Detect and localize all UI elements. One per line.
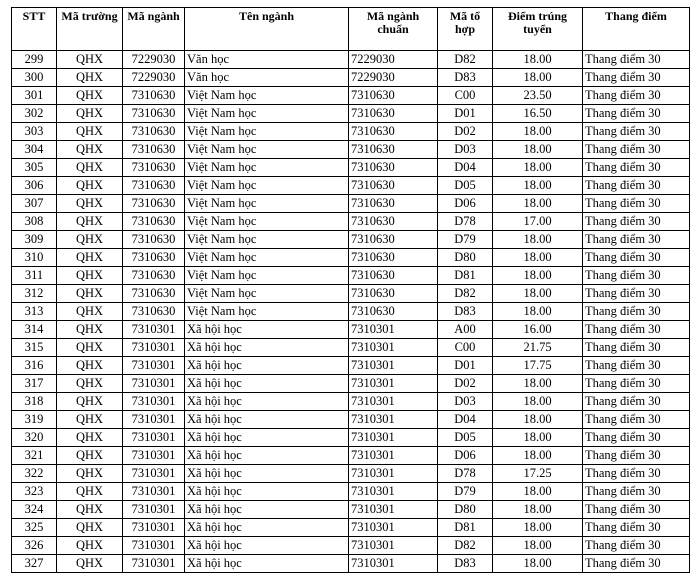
cell-ma-nganh-chuan: 7310301 [349, 555, 438, 573]
header-ma-truong: Mã trường [57, 8, 123, 51]
cell-thang-diem: Thang điểm 30 [583, 231, 690, 249]
cell-ma-truong: QHX [57, 51, 123, 69]
cell-diem-trung-tuyen: 18.00 [493, 123, 583, 141]
table-row [12, 483, 690, 501]
cell-ma-truong: QHX [57, 141, 123, 159]
cell-ma-nganh: 7310301 [123, 375, 185, 393]
cell-ma-nganh-chuan: 7310301 [349, 321, 438, 339]
cell-diem-trung-tuyen: 17.25 [493, 465, 583, 483]
header-ma-nganh-chuan: Mã ngành chuẩn [349, 8, 438, 51]
cell-diem-trung-tuyen: 18.00 [493, 285, 583, 303]
cell-stt: 309 [12, 231, 57, 249]
table-row [12, 339, 690, 357]
cell-stt: 319 [12, 411, 57, 429]
cell-ma-to-hop: D79 [438, 231, 493, 249]
cell-diem-trung-tuyen: 18.00 [493, 393, 583, 411]
cell-ten-nganh: Xã hội học [185, 411, 349, 429]
cell-stt: 324 [12, 501, 57, 519]
table-row [12, 393, 690, 411]
cell-thang-diem: Thang điểm 30 [583, 303, 690, 321]
cell-stt: 299 [12, 51, 57, 69]
cell-ma-to-hop: D02 [438, 375, 493, 393]
cell-ma-nganh-chuan: 7310630 [349, 123, 438, 141]
cell-ma-truong: QHX [57, 501, 123, 519]
cell-ma-to-hop: D78 [438, 465, 493, 483]
cell-diem-trung-tuyen: 18.00 [493, 177, 583, 195]
table-row [12, 231, 690, 249]
header-ma-nganh: Mã ngành [123, 8, 185, 51]
table-row [12, 69, 690, 87]
cell-ten-nganh: Xã hội học [185, 465, 349, 483]
cell-thang-diem: Thang điểm 30 [583, 393, 690, 411]
table-body [12, 51, 690, 573]
table-row [12, 555, 690, 573]
cell-ma-nganh-chuan: 7310301 [349, 411, 438, 429]
cell-ma-nganh-chuan: 7310630 [349, 195, 438, 213]
cell-stt: 322 [12, 465, 57, 483]
cell-ma-truong: QHX [57, 195, 123, 213]
cell-stt: 307 [12, 195, 57, 213]
cell-ma-truong: QHX [57, 483, 123, 501]
cell-stt: 302 [12, 105, 57, 123]
cell-ten-nganh: Xã hội học [185, 483, 349, 501]
cell-ma-truong: QHX [57, 519, 123, 537]
cell-ten-nganh: Văn học [185, 51, 349, 69]
cell-ma-to-hop: D82 [438, 285, 493, 303]
cell-stt: 320 [12, 429, 57, 447]
cell-diem-trung-tuyen: 18.00 [493, 447, 583, 465]
cell-ma-to-hop: D83 [438, 69, 493, 87]
cell-ma-nganh: 7310301 [123, 537, 185, 555]
cell-stt: 315 [12, 339, 57, 357]
cell-thang-diem: Thang điểm 30 [583, 285, 690, 303]
cell-diem-trung-tuyen: 18.00 [493, 51, 583, 69]
cell-stt: 323 [12, 483, 57, 501]
cell-stt: 304 [12, 141, 57, 159]
cell-ten-nganh: Văn học [185, 69, 349, 87]
cell-stt: 305 [12, 159, 57, 177]
cell-stt: 317 [12, 375, 57, 393]
cell-thang-diem: Thang điểm 30 [583, 321, 690, 339]
cell-ma-nganh: 7310301 [123, 357, 185, 375]
cell-thang-diem: Thang điểm 30 [583, 195, 690, 213]
cell-diem-trung-tuyen: 18.00 [493, 537, 583, 555]
cell-ma-to-hop: D81 [438, 519, 493, 537]
header-ten-nganh: Tên ngành [185, 8, 349, 51]
cell-ma-truong: QHX [57, 123, 123, 141]
table-row [12, 447, 690, 465]
cell-stt: 316 [12, 357, 57, 375]
cell-ten-nganh: Xã hội học [185, 357, 349, 375]
table-row [12, 375, 690, 393]
cell-ma-nganh-chuan: 7310630 [349, 159, 438, 177]
cell-ma-truong: QHX [57, 231, 123, 249]
cell-ma-nganh: 7310630 [123, 231, 185, 249]
header-thang-diem: Thang điểm [583, 8, 690, 51]
cell-ten-nganh: Việt Nam học [185, 303, 349, 321]
cell-ma-nganh-chuan: 7310301 [349, 483, 438, 501]
cell-ma-nganh-chuan: 7310301 [349, 393, 438, 411]
cell-diem-trung-tuyen: 18.00 [493, 231, 583, 249]
cell-ten-nganh: Xã hội học [185, 519, 349, 537]
cell-stt: 300 [12, 69, 57, 87]
cell-ten-nganh: Việt Nam học [185, 123, 349, 141]
cell-thang-diem: Thang điểm 30 [583, 357, 690, 375]
cell-ma-to-hop: D05 [438, 429, 493, 447]
cell-thang-diem: Thang điểm 30 [583, 339, 690, 357]
cell-thang-diem: Thang điểm 30 [583, 519, 690, 537]
cell-stt: 313 [12, 303, 57, 321]
cell-ma-to-hop: D83 [438, 555, 493, 573]
cell-ten-nganh: Việt Nam học [185, 267, 349, 285]
cell-thang-diem: Thang điểm 30 [583, 105, 690, 123]
cell-ma-to-hop: D82 [438, 537, 493, 555]
table-row [12, 105, 690, 123]
cell-ma-to-hop: D78 [438, 213, 493, 231]
cell-diem-trung-tuyen: 18.00 [493, 519, 583, 537]
cell-ten-nganh: Xã hội học [185, 555, 349, 573]
cell-thang-diem: Thang điểm 30 [583, 141, 690, 159]
cell-thang-diem: Thang điểm 30 [583, 411, 690, 429]
cell-ten-nganh: Việt Nam học [185, 159, 349, 177]
cell-ma-to-hop: D04 [438, 159, 493, 177]
table-row [12, 213, 690, 231]
cell-stt: 311 [12, 267, 57, 285]
cell-diem-trung-tuyen: 18.00 [493, 249, 583, 267]
header-stt: STT [12, 8, 57, 51]
cell-ma-nganh-chuan: 7310630 [349, 141, 438, 159]
cell-ma-nganh: 7310630 [123, 177, 185, 195]
cell-ma-nganh-chuan: 7310630 [349, 285, 438, 303]
cell-ma-truong: QHX [57, 105, 123, 123]
cell-ma-nganh-chuan: 7310301 [349, 357, 438, 375]
cell-ma-nganh: 7310630 [123, 159, 185, 177]
cell-thang-diem: Thang điểm 30 [583, 555, 690, 573]
cell-ma-nganh-chuan: 7310301 [349, 537, 438, 555]
cell-ten-nganh: Việt Nam học [185, 105, 349, 123]
cell-ma-nganh: 7310301 [123, 501, 185, 519]
cell-ten-nganh: Xã hội học [185, 375, 349, 393]
table-row [12, 357, 690, 375]
cell-ma-nganh: 7310630 [123, 267, 185, 285]
cell-ma-truong: QHX [57, 393, 123, 411]
cell-ma-to-hop: D03 [438, 393, 493, 411]
cell-thang-diem: Thang điểm 30 [583, 375, 690, 393]
cell-ma-nganh-chuan: 7310301 [349, 519, 438, 537]
cell-ma-nganh: 7310301 [123, 483, 185, 501]
cell-ma-nganh: 7229030 [123, 51, 185, 69]
cell-ma-to-hop: D79 [438, 483, 493, 501]
cell-ma-nganh: 7310630 [123, 213, 185, 231]
cell-ma-truong: QHX [57, 537, 123, 555]
cell-stt: 325 [12, 519, 57, 537]
header-ma-to-hop: Mã tổ hợp [438, 8, 493, 51]
cell-ma-to-hop: C00 [438, 339, 493, 357]
cell-stt: 321 [12, 447, 57, 465]
cell-thang-diem: Thang điểm 30 [583, 87, 690, 105]
cell-thang-diem: Thang điểm 30 [583, 267, 690, 285]
cell-ma-nganh-chuan: 7310630 [349, 231, 438, 249]
cell-diem-trung-tuyen: 16.50 [493, 105, 583, 123]
table-row [12, 501, 690, 519]
cell-ten-nganh: Việt Nam học [185, 87, 349, 105]
table-row [12, 519, 690, 537]
cell-ma-nganh-chuan: 7310630 [349, 213, 438, 231]
cell-diem-trung-tuyen: 16.00 [493, 321, 583, 339]
cell-ten-nganh: Xã hội học [185, 321, 349, 339]
cell-ma-truong: QHX [57, 69, 123, 87]
header-diem-trung-tuyen: Điểm trúng tuyển [493, 8, 583, 51]
table-row [12, 51, 690, 69]
cell-diem-trung-tuyen: 18.00 [493, 159, 583, 177]
cell-ma-nganh-chuan: 7310301 [349, 375, 438, 393]
cell-ma-to-hop: D01 [438, 105, 493, 123]
cell-ma-nganh: 7310301 [123, 429, 185, 447]
cell-ma-nganh: 7310630 [123, 303, 185, 321]
table-row [12, 411, 690, 429]
table-row [12, 267, 690, 285]
cell-ma-truong: QHX [57, 87, 123, 105]
cell-ma-to-hop: D02 [438, 123, 493, 141]
cell-diem-trung-tuyen: 18.00 [493, 195, 583, 213]
header-row [12, 8, 690, 51]
cell-ma-nganh-chuan: 7310630 [349, 249, 438, 267]
cell-stt: 310 [12, 249, 57, 267]
cell-thang-diem: Thang điểm 30 [583, 429, 690, 447]
cell-diem-trung-tuyen: 17.75 [493, 357, 583, 375]
cell-thang-diem: Thang điểm 30 [583, 213, 690, 231]
cell-stt: 327 [12, 555, 57, 573]
table-row [12, 195, 690, 213]
admission-scores-document [11, 7, 690, 573]
cell-ma-nganh: 7310301 [123, 393, 185, 411]
table-row [12, 285, 690, 303]
cell-ten-nganh: Xã hội học [185, 393, 349, 411]
cell-ma-nganh-chuan: 7310630 [349, 303, 438, 321]
cell-ma-to-hop: D83 [438, 303, 493, 321]
cell-ma-nganh: 7310301 [123, 555, 185, 573]
cell-diem-trung-tuyen: 18.00 [493, 429, 583, 447]
cell-ma-truong: QHX [57, 465, 123, 483]
table-row [12, 537, 690, 555]
table-row [12, 159, 690, 177]
cell-diem-trung-tuyen: 18.00 [493, 375, 583, 393]
table-row [12, 303, 690, 321]
cell-thang-diem: Thang điểm 30 [583, 249, 690, 267]
cell-ma-truong: QHX [57, 555, 123, 573]
cell-thang-diem: Thang điểm 30 [583, 69, 690, 87]
cell-diem-trung-tuyen: 21.75 [493, 339, 583, 357]
cell-diem-trung-tuyen: 18.00 [493, 267, 583, 285]
cell-ma-truong: QHX [57, 321, 123, 339]
cell-stt: 308 [12, 213, 57, 231]
cell-ten-nganh: Việt Nam học [185, 285, 349, 303]
cell-ma-nganh: 7310630 [123, 195, 185, 213]
cell-ma-nganh: 7310301 [123, 465, 185, 483]
cell-diem-trung-tuyen: 23.50 [493, 87, 583, 105]
cell-diem-trung-tuyen: 17.00 [493, 213, 583, 231]
cell-ten-nganh: Xã hội học [185, 339, 349, 357]
cell-ten-nganh: Xã hội học [185, 501, 349, 519]
cell-ma-truong: QHX [57, 159, 123, 177]
cell-ma-nganh: 7310630 [123, 105, 185, 123]
cell-ma-truong: QHX [57, 375, 123, 393]
cell-ma-nganh: 7310301 [123, 321, 185, 339]
cell-ten-nganh: Việt Nam học [185, 141, 349, 159]
cell-thang-diem: Thang điểm 30 [583, 537, 690, 555]
cell-ma-nganh: 7310630 [123, 249, 185, 267]
cell-diem-trung-tuyen: 18.00 [493, 141, 583, 159]
cell-stt: 306 [12, 177, 57, 195]
cell-ma-to-hop: D04 [438, 411, 493, 429]
cell-stt: 326 [12, 537, 57, 555]
cell-ma-truong: QHX [57, 177, 123, 195]
cell-thang-diem: Thang điểm 30 [583, 465, 690, 483]
table-row [12, 465, 690, 483]
cell-ma-nganh: 7310301 [123, 447, 185, 465]
cell-diem-trung-tuyen: 18.00 [493, 411, 583, 429]
cell-thang-diem: Thang điểm 30 [583, 177, 690, 195]
cell-diem-trung-tuyen: 18.00 [493, 69, 583, 87]
cell-ma-to-hop: D80 [438, 501, 493, 519]
cell-ma-to-hop: A00 [438, 321, 493, 339]
cell-ma-nganh-chuan: 7310630 [349, 267, 438, 285]
table-row [12, 321, 690, 339]
cell-ma-truong: QHX [57, 411, 123, 429]
cell-ma-nganh-chuan: 7310630 [349, 105, 438, 123]
cell-stt: 318 [12, 393, 57, 411]
cell-thang-diem: Thang điểm 30 [583, 501, 690, 519]
cell-stt: 301 [12, 87, 57, 105]
admission-scores-table [11, 7, 690, 573]
cell-diem-trung-tuyen: 18.00 [493, 555, 583, 573]
cell-stt: 314 [12, 321, 57, 339]
cell-ma-truong: QHX [57, 267, 123, 285]
cell-ma-nganh-chuan: 7310301 [349, 447, 438, 465]
cell-ma-truong: QHX [57, 447, 123, 465]
cell-thang-diem: Thang điểm 30 [583, 123, 690, 141]
cell-ma-to-hop: D81 [438, 267, 493, 285]
cell-ma-nganh-chuan: 7229030 [349, 51, 438, 69]
cell-ma-truong: QHX [57, 429, 123, 447]
cell-ma-to-hop: D82 [438, 51, 493, 69]
cell-ma-nganh: 7310630 [123, 285, 185, 303]
cell-ma-to-hop: D06 [438, 447, 493, 465]
cell-ten-nganh: Việt Nam học [185, 213, 349, 231]
cell-ten-nganh: Việt Nam học [185, 177, 349, 195]
cell-ma-nganh: 7310301 [123, 519, 185, 537]
cell-ma-to-hop: D06 [438, 195, 493, 213]
cell-ma-to-hop: D03 [438, 141, 493, 159]
cell-ma-truong: QHX [57, 213, 123, 231]
cell-thang-diem: Thang điểm 30 [583, 159, 690, 177]
cell-ten-nganh: Việt Nam học [185, 249, 349, 267]
table-row [12, 177, 690, 195]
table-row [12, 123, 690, 141]
cell-ma-nganh: 7310630 [123, 141, 185, 159]
cell-ten-nganh: Xã hội học [185, 537, 349, 555]
cell-ma-truong: QHX [57, 285, 123, 303]
table-row [12, 429, 690, 447]
cell-ma-nganh: 7310301 [123, 339, 185, 357]
cell-ma-nganh-chuan: 7310630 [349, 87, 438, 105]
cell-diem-trung-tuyen: 18.00 [493, 303, 583, 321]
cell-ma-to-hop: D05 [438, 177, 493, 195]
cell-ma-nganh-chuan: 7229030 [349, 69, 438, 87]
cell-ma-nganh: 7310630 [123, 87, 185, 105]
cell-diem-trung-tuyen: 18.00 [493, 483, 583, 501]
cell-ma-nganh-chuan: 7310301 [349, 501, 438, 519]
cell-ma-truong: QHX [57, 249, 123, 267]
cell-thang-diem: Thang điểm 30 [583, 51, 690, 69]
cell-ma-to-hop: C00 [438, 87, 493, 105]
cell-ma-nganh-chuan: 7310301 [349, 339, 438, 357]
cell-ma-nganh-chuan: 7310301 [349, 429, 438, 447]
cell-diem-trung-tuyen: 18.00 [493, 501, 583, 519]
cell-ma-to-hop: D01 [438, 357, 493, 375]
cell-ten-nganh: Xã hội học [185, 429, 349, 447]
cell-thang-diem: Thang điểm 30 [583, 447, 690, 465]
table-row [12, 249, 690, 267]
cell-stt: 303 [12, 123, 57, 141]
cell-ma-nganh: 7229030 [123, 69, 185, 87]
table-row [12, 141, 690, 159]
cell-ma-truong: QHX [57, 339, 123, 357]
cell-ten-nganh: Việt Nam học [185, 231, 349, 249]
cell-ma-nganh-chuan: 7310630 [349, 177, 438, 195]
cell-ten-nganh: Việt Nam học [185, 195, 349, 213]
cell-ten-nganh: Xã hội học [185, 447, 349, 465]
cell-ma-nganh-chuan: 7310301 [349, 465, 438, 483]
cell-ma-truong: QHX [57, 303, 123, 321]
cell-ma-nganh: 7310630 [123, 123, 185, 141]
cell-ma-nganh: 7310301 [123, 411, 185, 429]
cell-stt: 312 [12, 285, 57, 303]
cell-thang-diem: Thang điểm 30 [583, 483, 690, 501]
cell-ma-to-hop: D80 [438, 249, 493, 267]
table-row [12, 87, 690, 105]
cell-ma-truong: QHX [57, 357, 123, 375]
